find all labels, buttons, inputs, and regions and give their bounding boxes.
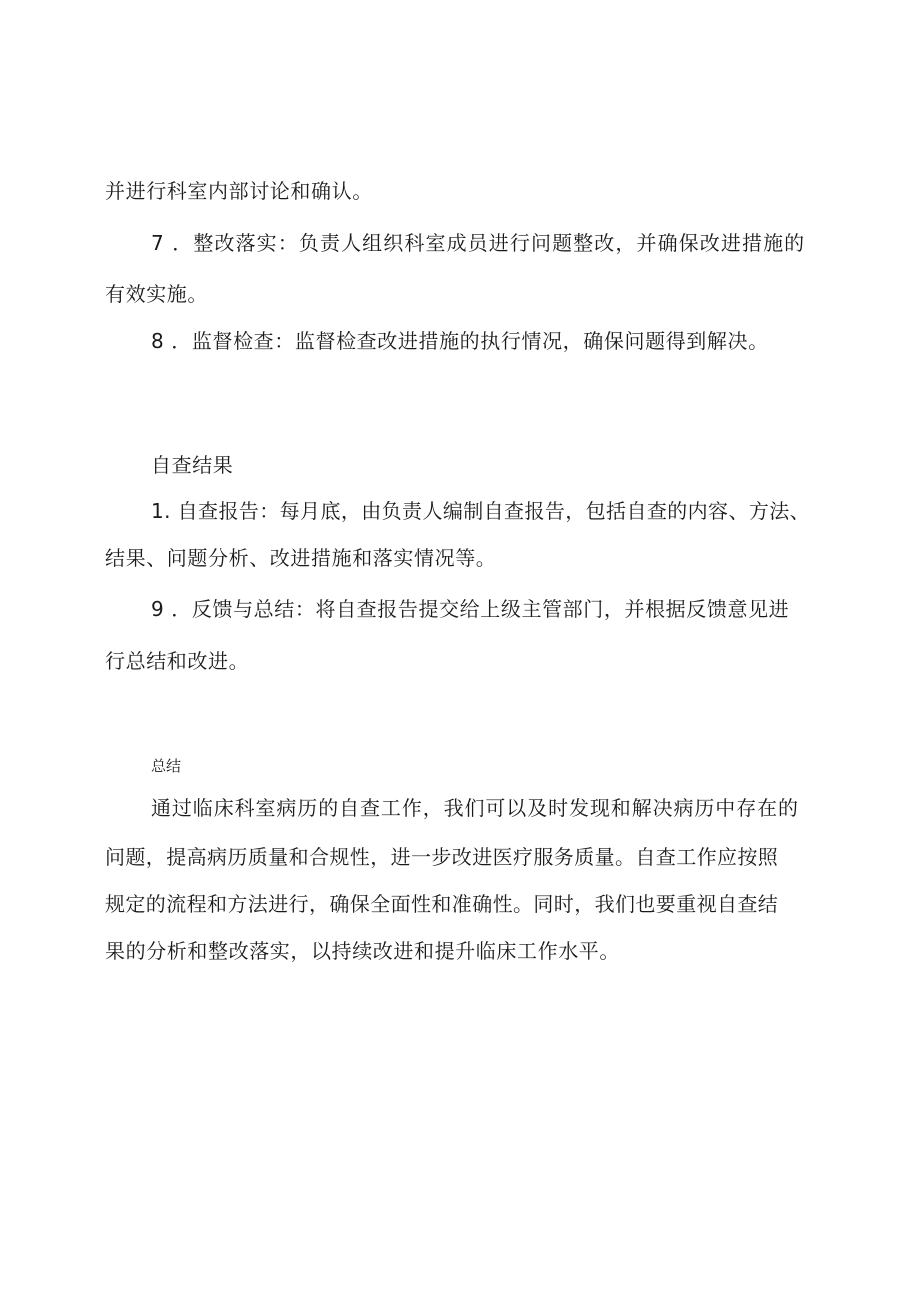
self-check-item-9-line-1: 9 ．反馈与总结：将自查报告提交给上级主管部门，并根据反馈意见进 [151,597,790,621]
summary-line-1: 通过临床科室病历的自查工作，我们可以及时发现和解决病历中存在的 [151,796,799,820]
self-check-item-1-line-2: 结果、问题分析、改进措施和落实情况等。 [105,546,497,570]
summary-line-3: 规定的流程和方法进行，确保全面性和准确性。同时，我们也要重视自查结 [105,892,779,916]
self-check-results-heading: 自查结果 [151,453,234,477]
step-7-line-2: 有效实施。 [105,282,208,306]
text-line-discussion: 并进行科室内部讨论和确认。 [105,179,373,203]
summary-line-4: 果的分析和整改落实，以持续改进和提升临床工作水平。 [105,939,620,963]
summary-heading: 总结 [151,757,182,775]
self-check-item-9-line-2: 行总结和改进。 [105,649,250,673]
step-8-line-1: 8 ．监督检查：监督检查改进措施的执行情况，确保问题得到解决。 [151,329,769,353]
summary-line-2: 问题，提高病历质量和合规性，进一步改进医疗服务质量。自查工作应按照 [105,845,779,869]
self-check-item-1-line-1: 1. 自查报告：每月底，由负责人编制自查报告，包括自查的内容、方法、 [151,499,811,523]
step-7-line-1: 7 ．整改落实：负责人组织科室成员进行问题整改，并确保改进措施的 [151,231,806,255]
